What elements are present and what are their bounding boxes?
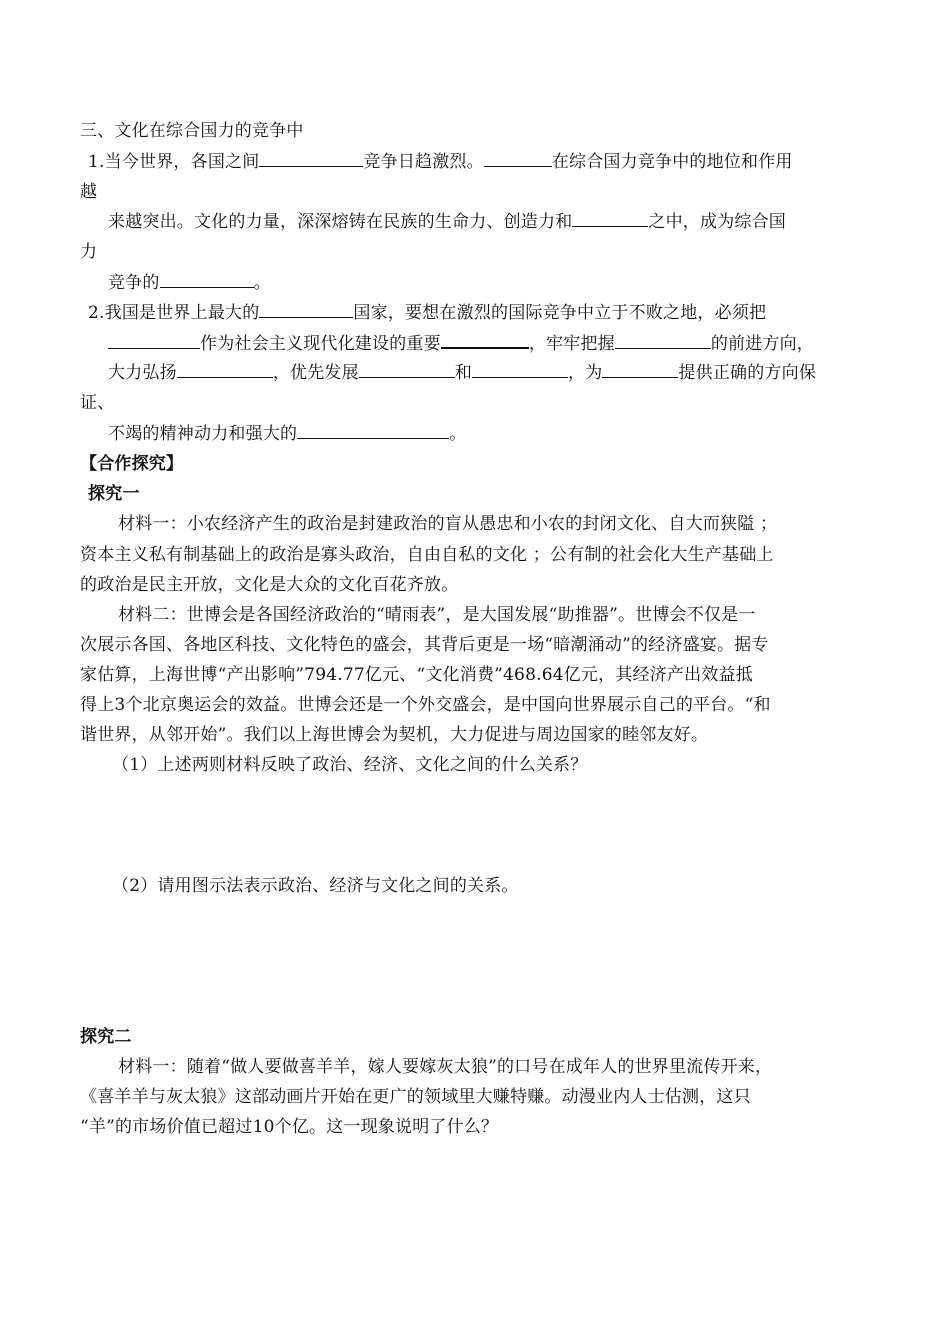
text-span: 来越突出。文化的力量，深深熔铸在民族的生命力、创造力和 [108, 212, 573, 232]
fill-blank[interactable] [177, 361, 273, 378]
item2-line3-wrap [80, 391, 114, 415]
explore1-material1-line3 [80, 573, 458, 597]
text-span: 的前进方向， [710, 334, 815, 354]
text-span: 探究一 [88, 484, 140, 504]
fill-blank[interactable] [160, 271, 254, 288]
explore1-question2 [112, 874, 519, 898]
text-span: 谐世界，从邻开始”。我们以上海世博会为契机，大力促进与周边国家的睦邻友好。 [80, 725, 709, 745]
fill-blank[interactable] [297, 422, 449, 439]
text-span: （1）上述两则材料反映了政治、经济、文化之间的什么关系？ [112, 755, 588, 775]
text-span: “羊”的市场价值已超过10个亿。这一现象说明了什么？ [80, 1117, 499, 1137]
item2-line4 [108, 422, 466, 446]
item1-line3 [108, 271, 271, 295]
text-span: 大力弘扬 [108, 363, 177, 383]
text-span: 的政治是民主开放，文化是大众的文化百花齐放。 [80, 575, 459, 595]
text-span: 竞争日趋激烈。 [363, 152, 484, 172]
text-span: 证、 [80, 393, 115, 413]
text-span: 。 [449, 424, 467, 444]
text-span: 和 [454, 363, 473, 383]
explore2-line1 [118, 1055, 772, 1079]
text-span: ，优先发展 [272, 363, 359, 383]
text-span: 越 [80, 182, 98, 202]
text-span: （2）请用图示法表示政治、经济与文化之间的关系。 [112, 876, 519, 896]
cooperation-heading [80, 452, 183, 476]
text-span: 之中，成为综合国 [648, 212, 787, 232]
fill-blank[interactable] [472, 361, 568, 378]
text-span: 【合作探究】 [80, 454, 184, 474]
text-span: 材料一：随着“做人要做喜羊羊，嫁人要嫁灰太狼”的口号在成年人的世界里流传开来， [118, 1057, 773, 1077]
text-span: 。 [253, 273, 271, 293]
item1-line1 [88, 150, 793, 174]
item2-line2 [108, 331, 814, 356]
item1-line2 [108, 210, 786, 234]
item1-line1-wrap [80, 180, 97, 204]
item2-line3 [108, 361, 816, 385]
fill-blank[interactable] [359, 361, 455, 378]
fill-blank[interactable] [602, 361, 678, 378]
text-span: 探究二 [80, 1027, 132, 1047]
explore1-title [88, 482, 140, 506]
explore1-material2-line3 [80, 663, 753, 687]
text-span: 《喜羊羊与灰太狼》这部动画片开始在更广的领域里大赚特赚。动漫业内人士估测，这只 [80, 1087, 751, 1107]
explore1-material2-line4 [80, 693, 771, 717]
item1-line2-wrap [80, 240, 97, 264]
explore2-line2 [80, 1085, 751, 1109]
text-span: 力 [80, 242, 98, 262]
fill-blank[interactable] [259, 150, 363, 167]
text-span: 不竭的精神动力和强大的 [108, 424, 298, 444]
explore1-material2-line5 [80, 723, 708, 747]
fill-blank[interactable] [108, 332, 200, 349]
section-heading-text: 三、文化在综合国力的竞争中 [80, 121, 304, 141]
text-span: 材料二：世博会是各国经济政治的“晴雨表”，是大国发展“助推器”。世博会不仅是一 [118, 605, 756, 625]
explore2-title [80, 1025, 132, 1049]
text-span: 2.我国是世界上最大的 [88, 303, 260, 323]
text-span: 得上3个北京奥运会的效益。世博会还是一个外交盛会，是中国向世界展示自己的平台。“和 [80, 695, 771, 715]
explore1-question1 [112, 753, 587, 777]
text-span: 材料一：小农经济产生的政治是封建政治的盲从愚忠和小农的封闭文化、自大而狭隘 ； [118, 514, 778, 534]
text-span: 竞争的 [108, 273, 160, 293]
text-span: 国家，要想在激烈的国际竞争中立于不败之地，必须把 [353, 303, 767, 323]
explore1-material2-line1 [118, 603, 756, 627]
text-span: ，为 [568, 363, 603, 383]
explore1-material1-line2 [80, 543, 774, 567]
text-span: 次展示各国、各地区科技、文化特色的盛会，其背后更是一场“暗潮涌动”的经济盛宴。据专 [80, 635, 769, 655]
fill-blank[interactable] [615, 332, 711, 349]
explore2-line3 [80, 1115, 498, 1139]
explore1-material2-line2 [80, 633, 769, 657]
text-span: 资本主义私有制基础上的政治是寡头政治，自由自私的文化 ；公有制的社会化大生产基础上 [80, 545, 774, 565]
text-span: 作为社会主义现代化建设的重要 [200, 334, 441, 354]
text-span: 1.当今世界，各国之间 [88, 152, 260, 172]
fill-blank[interactable] [572, 210, 648, 227]
text-span: 提供正确的方向保 [678, 363, 817, 383]
fill-blank[interactable] [441, 331, 529, 349]
section-heading [80, 119, 304, 143]
text-span: ，牢牢把握 [528, 334, 615, 354]
text-span: 在综合国力竞争中的地位和作用 [551, 152, 793, 172]
text-span: 家估算，上海世博“产出影响”794.77亿元、“文化消费”468.64亿元，其经济产出效益抵 [80, 665, 753, 685]
explore1-material1-line1 [118, 512, 777, 536]
item2-line1 [88, 301, 766, 325]
fill-blank[interactable] [259, 301, 353, 318]
fill-blank[interactable] [484, 150, 552, 167]
